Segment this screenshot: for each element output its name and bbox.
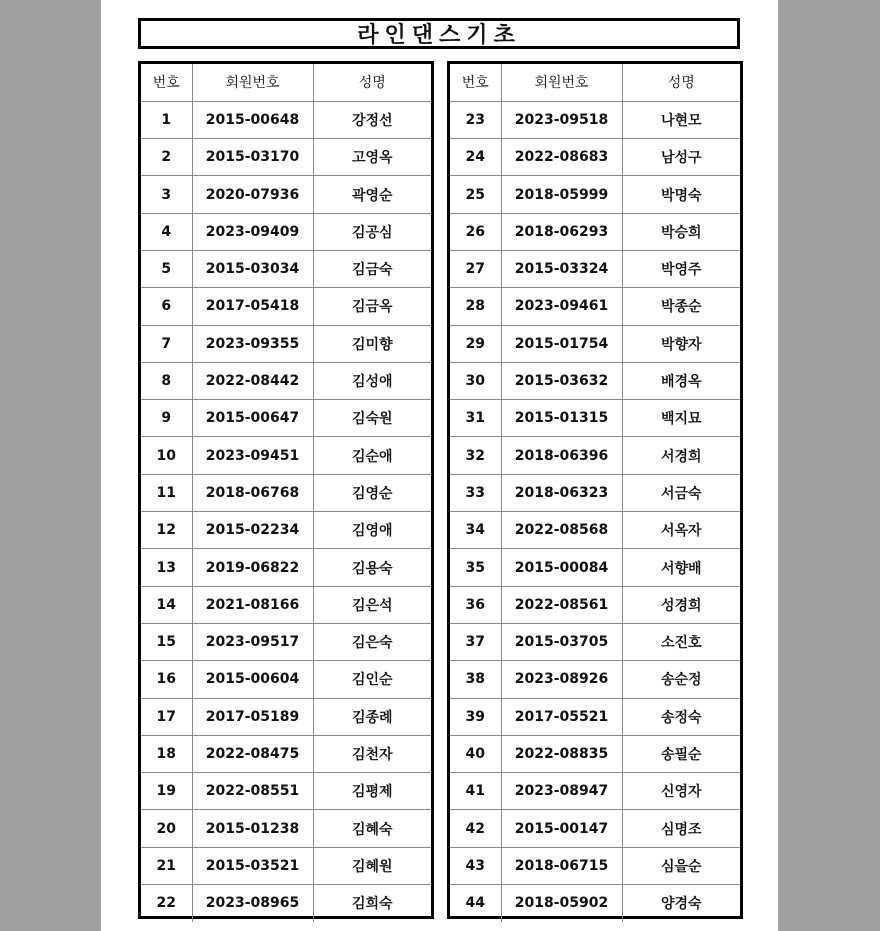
member-table-left [138,61,434,919]
table-row [450,586,740,623]
cell-name: 박영주 [622,250,740,287]
table-row [450,773,740,810]
member-table-right [447,61,743,919]
cell-no: 2 [141,139,192,176]
cell-no: 33 [450,474,501,511]
table-row [141,101,431,138]
cell-name: 김공심 [313,213,431,250]
cell-member-id: 2018-06396 [501,437,622,474]
cell-name: 박향자 [622,325,740,362]
cell-no: 1 [141,101,192,138]
member-table [141,64,431,922]
cell-member-id: 2018-06293 [501,213,622,250]
cell-name: 서경희 [622,437,740,474]
cell-member-id: 2015-03521 [192,847,313,884]
cell-name: 김영순 [313,474,431,511]
cell-no: 25 [450,176,501,213]
cell-member-id: 2019-06822 [192,549,313,586]
table-row [450,512,740,549]
cell-member-id: 2022-08551 [192,773,313,810]
table-row [141,176,431,213]
cell-name: 김은석 [313,586,431,623]
cell-no: 12 [141,512,192,549]
table-row [141,474,431,511]
cell-member-id: 2022-08475 [192,735,313,772]
cell-member-id: 2018-05902 [501,885,622,922]
cell-no: 29 [450,325,501,362]
table-row [141,623,431,660]
cell-name: 송순정 [622,661,740,698]
cell-name: 서향배 [622,549,740,586]
cell-no: 41 [450,773,501,810]
cell-no: 23 [450,101,501,138]
cell-no: 9 [141,400,192,437]
cell-name: 김인순 [313,661,431,698]
cell-no: 22 [141,885,192,922]
cell-no: 3 [141,176,192,213]
table-row [450,139,740,176]
cell-name: 신영자 [622,773,740,810]
cell-name: 김금숙 [313,250,431,287]
cell-name: 김은숙 [313,623,431,660]
header-row [450,64,740,101]
cell-no: 34 [450,512,501,549]
cell-no: 11 [141,474,192,511]
cell-member-id: 2015-01754 [501,325,622,362]
cell-name: 김혜원 [313,847,431,884]
cell-name: 소진호 [622,623,740,660]
cell-member-id: 2018-06768 [192,474,313,511]
cell-name: 박종순 [622,288,740,325]
table-row [450,698,740,735]
table-row [141,549,431,586]
cell-no: 13 [141,549,192,586]
table-row [141,213,431,250]
table-row [141,586,431,623]
cell-name: 김혜숙 [313,810,431,847]
header-name: 성명 [313,64,431,101]
cell-name: 박명숙 [622,176,740,213]
cell-member-id: 2023-09518 [501,101,622,138]
cell-no: 31 [450,400,501,437]
cell-no: 43 [450,847,501,884]
table-row [450,810,740,847]
header-no: 번호 [450,64,501,101]
cell-name: 김영애 [313,512,431,549]
title-box [138,18,740,49]
cell-no: 19 [141,773,192,810]
cell-name: 김금옥 [313,288,431,325]
cell-member-id: 2015-00084 [501,549,622,586]
cell-no: 15 [141,623,192,660]
cell-member-id: 2023-08965 [192,885,313,922]
table-row [450,623,740,660]
table-row [450,885,740,922]
table-row [141,735,431,772]
table-row [141,847,431,884]
table-row [450,735,740,772]
cell-name: 송정숙 [622,698,740,735]
cell-member-id: 2023-09355 [192,325,313,362]
cell-name: 나현모 [622,101,740,138]
cell-member-id: 2023-08947 [501,773,622,810]
table-row [450,362,740,399]
cell-no: 36 [450,586,501,623]
cell-no: 27 [450,250,501,287]
cell-member-id: 2017-05189 [192,698,313,735]
table-row [450,325,740,362]
cell-name: 양경숙 [622,885,740,922]
table-row [450,400,740,437]
cell-member-id: 2022-08835 [501,735,622,772]
document-title: 라인댄스기초 [357,23,521,48]
cell-member-id: 2015-02234 [192,512,313,549]
cell-member-id: 2015-00648 [192,101,313,138]
cell-member-id: 2015-03034 [192,250,313,287]
table-row [450,474,740,511]
cell-member-id: 2023-09409 [192,213,313,250]
member-table [450,64,740,922]
cell-name: 김희숙 [313,885,431,922]
cell-name: 배경옥 [622,362,740,399]
header-member-id: 회원번호 [192,64,313,101]
cell-no: 10 [141,437,192,474]
cell-name: 김평제 [313,773,431,810]
table-row [141,512,431,549]
cell-name: 김용숙 [313,549,431,586]
cell-name: 강정선 [313,101,431,138]
cell-member-id: 2023-09517 [192,623,313,660]
table-row [450,288,740,325]
cell-name: 서옥자 [622,512,740,549]
table-row [141,362,431,399]
cell-member-id: 2022-08568 [501,512,622,549]
cell-member-id: 2023-08926 [501,661,622,698]
cell-name: 남성구 [622,139,740,176]
table-row [141,139,431,176]
cell-member-id: 2021-08166 [192,586,313,623]
cell-no: 21 [141,847,192,884]
table-row [141,250,431,287]
cell-no: 37 [450,623,501,660]
table-row [450,101,740,138]
cell-member-id: 2017-05521 [501,698,622,735]
cell-name: 김미향 [313,325,431,362]
cell-no: 42 [450,810,501,847]
cell-no: 17 [141,698,192,735]
cell-name: 백지묘 [622,400,740,437]
cell-name: 박승희 [622,213,740,250]
cell-no: 24 [450,139,501,176]
table-row [450,437,740,474]
cell-no: 18 [141,735,192,772]
cell-member-id: 2015-00604 [192,661,313,698]
cell-no: 16 [141,661,192,698]
cell-no: 8 [141,362,192,399]
table-row [450,661,740,698]
cell-no: 6 [141,288,192,325]
cell-member-id: 2017-05418 [192,288,313,325]
cell-no: 7 [141,325,192,362]
cell-member-id: 2018-06715 [501,847,622,884]
table-row [141,437,431,474]
cell-member-id: 2022-08561 [501,586,622,623]
cell-name: 고영옥 [313,139,431,176]
table-row [141,885,431,922]
cell-name: 심을순 [622,847,740,884]
cell-no: 14 [141,586,192,623]
cell-name: 성경희 [622,586,740,623]
cell-member-id: 2015-00647 [192,400,313,437]
table-row [450,176,740,213]
table-row [141,400,431,437]
table-row [450,549,740,586]
table-body [141,101,431,922]
header-row [141,64,431,101]
document-page [101,0,778,931]
cell-member-id: 2018-05999 [501,176,622,213]
cell-no: 40 [450,735,501,772]
cell-no: 39 [450,698,501,735]
table-row [141,288,431,325]
cell-member-id: 2015-03705 [501,623,622,660]
table-row [450,847,740,884]
cell-name: 심명조 [622,810,740,847]
cell-member-id: 2015-01315 [501,400,622,437]
header-no: 번호 [141,64,192,101]
header-name: 성명 [622,64,740,101]
cell-member-id: 2015-03324 [501,250,622,287]
cell-member-id: 2015-00147 [501,810,622,847]
table-row [141,698,431,735]
cell-name: 곽영순 [313,176,431,213]
table-row [141,661,431,698]
cell-no: 35 [450,549,501,586]
cell-name: 김순애 [313,437,431,474]
cell-no: 30 [450,362,501,399]
cell-name: 김종례 [313,698,431,735]
header-member-id: 회원번호 [501,64,622,101]
cell-member-id: 2022-08683 [501,139,622,176]
cell-name: 송필순 [622,735,740,772]
cell-no: 20 [141,810,192,847]
table-row [141,810,431,847]
cell-no: 26 [450,213,501,250]
table-row [141,325,431,362]
cell-no: 28 [450,288,501,325]
cell-no: 5 [141,250,192,287]
table-row [141,773,431,810]
cell-member-id: 2015-03632 [501,362,622,399]
cell-no: 38 [450,661,501,698]
table-row [450,250,740,287]
table-row [450,213,740,250]
cell-no: 44 [450,885,501,922]
cell-name: 서금숙 [622,474,740,511]
cell-member-id: 2018-06323 [501,474,622,511]
table-body [450,101,740,922]
cell-no: 32 [450,437,501,474]
cell-member-id: 2015-03170 [192,139,313,176]
cell-member-id: 2022-08442 [192,362,313,399]
cell-member-id: 2020-07936 [192,176,313,213]
cell-member-id: 2023-09461 [501,288,622,325]
cell-member-id: 2023-09451 [192,437,313,474]
cell-no: 4 [141,213,192,250]
cell-member-id: 2015-01238 [192,810,313,847]
cell-name: 김숙원 [313,400,431,437]
cell-name: 김성애 [313,362,431,399]
cell-name: 김천자 [313,735,431,772]
